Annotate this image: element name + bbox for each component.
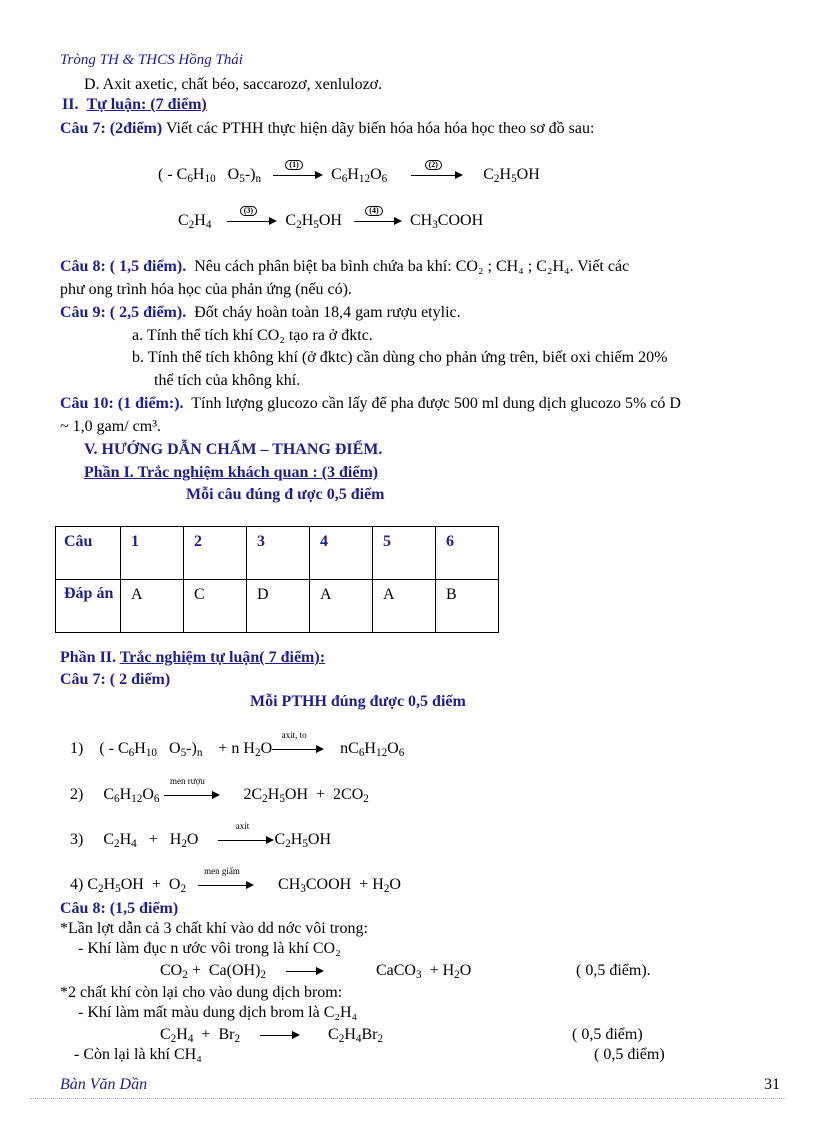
answer-table-header-row bbox=[56, 527, 499, 580]
question-8-line2: phư ong trình hóa học của phản ứng (nếu có). bbox=[60, 281, 352, 298]
chain-line-2: $C_2H_4$ (3) $C_2H_5OH$ (4) $CH_3COOH$ bbox=[178, 206, 484, 231]
equation-c2h4-br2: $C_2H_4 + Br_2$ $C_2H_4Br_2$ bbox=[160, 1026, 384, 1045]
equation-2-points: ( 0,5 điểm) bbox=[572, 1026, 643, 1043]
answer-8-step1: *Lần lợt dẫn cả 3 chất khí vào dd nớc vôi trong: bbox=[60, 920, 368, 937]
question-8 bbox=[60, 258, 629, 276]
answer-7-note: Mỗi PTHH đúng được 0,5 điểm bbox=[250, 693, 466, 710]
reaction-4: 4) $C_2H_5OH + O_2$ men giấm $CH_3COOH + H_2O$ bbox=[70, 866, 401, 895]
equation-1-arrow bbox=[286, 964, 324, 978]
reaction-3: 3) $C_2H_4 + H_2O$ axit $C_2H_5OH$ bbox=[70, 821, 332, 850]
chain-arrow-4: (4) bbox=[354, 214, 402, 228]
chain-arrow-1: (1) bbox=[273, 168, 323, 182]
table-cell: Đáp án bbox=[56, 580, 121, 633]
reaction-2: 2) $C_6H_{12}O_6$ men rượu $2C_2H_5OH + 2CO_2$ bbox=[70, 776, 369, 805]
question-7-text: Viết các PTHH thực hiện dãy biến hóa hóa hóa học theo sơ đồ sau: bbox=[165, 120, 595, 137]
section-ii-num: II. bbox=[62, 96, 79, 113]
question-9-text: Đốt cháy hoàn toàn 18,4 gam rượu etylic. bbox=[194, 304, 461, 321]
table-cell: 3 bbox=[247, 527, 310, 580]
table-cell: 4 bbox=[310, 527, 373, 580]
page-number: 31 bbox=[764, 1076, 780, 1093]
reaction-2-arrow: men rượu bbox=[164, 788, 220, 802]
equation-1-points: ( 0,5 điểm). bbox=[576, 962, 651, 979]
question-9a: a. Tính thể tích khí CO₂ tạo ra ở đktc. bbox=[132, 327, 373, 344]
answer-8-label: Câu 8: (1,5 điểm) bbox=[60, 900, 179, 917]
answer-8-step2a: - Khí làm mất màu dung dịch brom là C₂H₄ bbox=[78, 1004, 358, 1021]
question-7 bbox=[60, 120, 594, 138]
question-9b-line1: b. Tính thể tích không khí (ở đktc) cần dùng cho phản ứng trên, biết oxi chiếm 20% bbox=[132, 349, 668, 366]
question-9-label: Câu 9: ( 2,5 điểm). bbox=[60, 304, 187, 321]
section-ii bbox=[62, 96, 207, 114]
answer-8-step3-points: ( 0,5 điểm) bbox=[594, 1046, 665, 1063]
part-i-title: Phần I. Trắc nghiệm khách quan : (3 điểm) bbox=[84, 464, 379, 481]
question-10-line2: ~ 1,0 gam/ cm³. bbox=[60, 418, 161, 435]
chain-line-1: ( - $C_6H_{10}$ $O_5-)_n$ (1) $C_6H_{12}O_6$ (2) $C_2H_5OH$ bbox=[158, 160, 540, 185]
table-cell: B bbox=[436, 580, 499, 633]
table-cell: 1 bbox=[121, 527, 184, 580]
reaction-4-arrow: men giấm bbox=[198, 878, 254, 892]
part-ii-heading: Trắc nghiệm tự luận( 7 điểm): bbox=[119, 649, 326, 666]
table-cell: C bbox=[184, 580, 247, 633]
question-10 bbox=[60, 395, 681, 413]
question-10-label: Câu 10: (1 điểm:). bbox=[60, 395, 184, 412]
question-8-label: Câu 8: ( 1,5 điểm). bbox=[60, 258, 187, 275]
answer-8-step3: - Còn lại là khí CH₄ bbox=[74, 1046, 202, 1063]
answer-7-label: Câu 7: ( 2 điểm) bbox=[60, 671, 171, 688]
table-cell: A bbox=[373, 580, 436, 633]
part-ii-title bbox=[60, 649, 325, 667]
table-cell: 2 bbox=[184, 527, 247, 580]
answer-table-answer-row bbox=[56, 580, 499, 633]
table-cell: 6 bbox=[436, 527, 499, 580]
table-cell: 5 bbox=[373, 527, 436, 580]
reaction-1-arrow: axit, to bbox=[272, 742, 324, 756]
table-cell: A bbox=[121, 580, 184, 633]
answer-8-step2: *2 chất khí còn lại cho vào dung dịch brom: bbox=[60, 984, 343, 1001]
reaction-1: 1) ( - $C_6H_{10}$ $O_5-)_n$ + n $H_2O$ axit, to $nC_6H_{12}O_6$ bbox=[70, 730, 405, 759]
each-correct-note: Mỗi câu đúng đ ược 0,5 điểm bbox=[186, 486, 385, 503]
equation-co2-caoh2: $CO_2 + Ca(OH)_2$ CaCO$_3$ + $H_2O$ bbox=[160, 962, 472, 981]
chain-arrow-3: (3) bbox=[227, 214, 277, 228]
table-cell: A bbox=[310, 580, 373, 633]
question-9 bbox=[60, 304, 461, 322]
table-cell: D bbox=[247, 580, 310, 633]
footer-author: Bàn Văn Dần bbox=[60, 1076, 148, 1093]
question-9b-line2: thể tích của không khí. bbox=[154, 372, 301, 389]
question-8-line1: Nêu cách phân biệt ba bình chứa ba khí: CO₂ ; CH₄ ; C₂H₄. Viết các bbox=[194, 258, 630, 275]
part-ii-prefix: Phần II. bbox=[60, 649, 117, 666]
equation-2-arrow bbox=[260, 1028, 300, 1042]
section-ii-title: Tự luận: (7 điểm) bbox=[86, 96, 207, 113]
footer-divider bbox=[30, 1098, 786, 1099]
section-v-title: V. HƯỚNG DẪN CHẤM – THANG ĐIỂM. bbox=[84, 441, 383, 458]
reaction-3-arrow: axit bbox=[218, 833, 274, 847]
question-10-text: Tính lượng glucozo cần lấy để pha được 500 ml dung dịch glucozo 5% có D bbox=[191, 395, 681, 412]
school-header: Tròng TH & THCS Hồng Thái bbox=[60, 52, 243, 68]
option-d: D. Axit axetic, chất béo, saccarozơ, xenlulozơ. bbox=[84, 76, 383, 93]
question-7-label: Câu 7: (2điểm) bbox=[60, 120, 163, 137]
answer-table bbox=[55, 526, 499, 633]
chain-arrow-2: (2) bbox=[411, 168, 463, 182]
answer-8-step1a: - Khí làm đục n ước vôi trong là khí CO₂ bbox=[78, 940, 341, 957]
table-cell: Câu bbox=[56, 527, 121, 580]
